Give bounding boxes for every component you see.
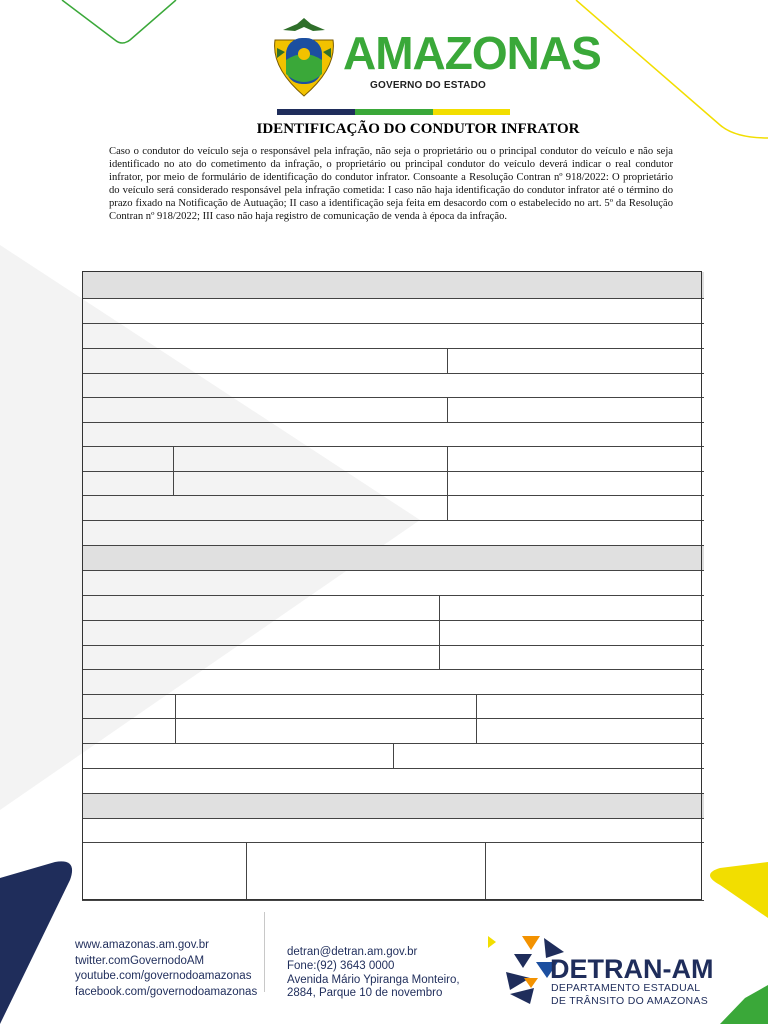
footer-link-website[interactable]: www.amazonas.am.gov.br <box>75 939 210 951</box>
detran-subtitle-line-2: DE TRÂNSITO DO AMAZONAS <box>551 994 709 1007</box>
intro-paragraph: Caso o condutor do veículo seja o responsável pela infração, não seja o proprietário ou o principal condutor do veículo e não seja identificado no ato do cometimento da infração, o proprietário ou principal condutor do veículo deverá indicar o real condutor infrator, por meio de formulário de identificação do condutor infrator. Consoante a Resolução Contran nº 918/2022: O proprietário do veículo será considerado responsável pela infração cometida: I caso não haja identificação do condutor infrator até o término do prazo fixado na Notificação de Autuação; II caso a identificação seja feita em desacordo com o estabelecido no art. 5º da Resolução Contran nº 918/2022; III caso não haja registro de comunicação de venda à época da infração. <box>109 146 673 223</box>
detran-subtitle-line-1: DEPARTAMENTO ESTADUAL <box>551 982 701 994</box>
bottom-left-navy-shape <box>0 861 72 1024</box>
footer-address: Avenida Mário Ypiranga Monteiro, 2884, Parque 10 de novembro <box>287 973 460 1000</box>
footer-email[interactable]: detran@detran.am.gov.br <box>287 946 418 958</box>
detran-subtitle <box>551 982 708 1007</box>
bottom-right-green-shape <box>720 985 768 1024</box>
top-left-green-curve <box>62 0 176 43</box>
document-title: IDENTIFICAÇÃO DO CONDUTOR INFRATOR <box>256 121 580 137</box>
stripe-green <box>355 109 433 115</box>
footer-link-twitter[interactable]: twitter.comGovernodoAM <box>75 954 205 967</box>
stripe-yellow <box>433 109 510 115</box>
amazonas-coat-of-arms-icon <box>271 18 337 98</box>
top-right-yellow-curve <box>576 0 768 138</box>
footer-divider <box>264 912 265 992</box>
footer-phone: Fone:(92) 3643 0000 <box>287 959 395 972</box>
stripe-navy <box>277 109 355 115</box>
bottom-right-yellow-shape <box>710 862 768 918</box>
form-border <box>82 271 702 900</box>
brand-title: AMAZONAS <box>343 27 601 79</box>
footer-contact <box>287 946 467 1001</box>
footer-link-facebook[interactable]: facebook.com/governodoamazonas <box>75 985 258 998</box>
footer-links <box>75 938 257 1000</box>
footer-link-youtube[interactable]: youtube.com/governodoamazonas <box>75 970 252 982</box>
brand-subtitle: GOVERNO DO ESTADO <box>370 80 487 91</box>
detran-title: DETRAN-AM <box>550 954 714 984</box>
